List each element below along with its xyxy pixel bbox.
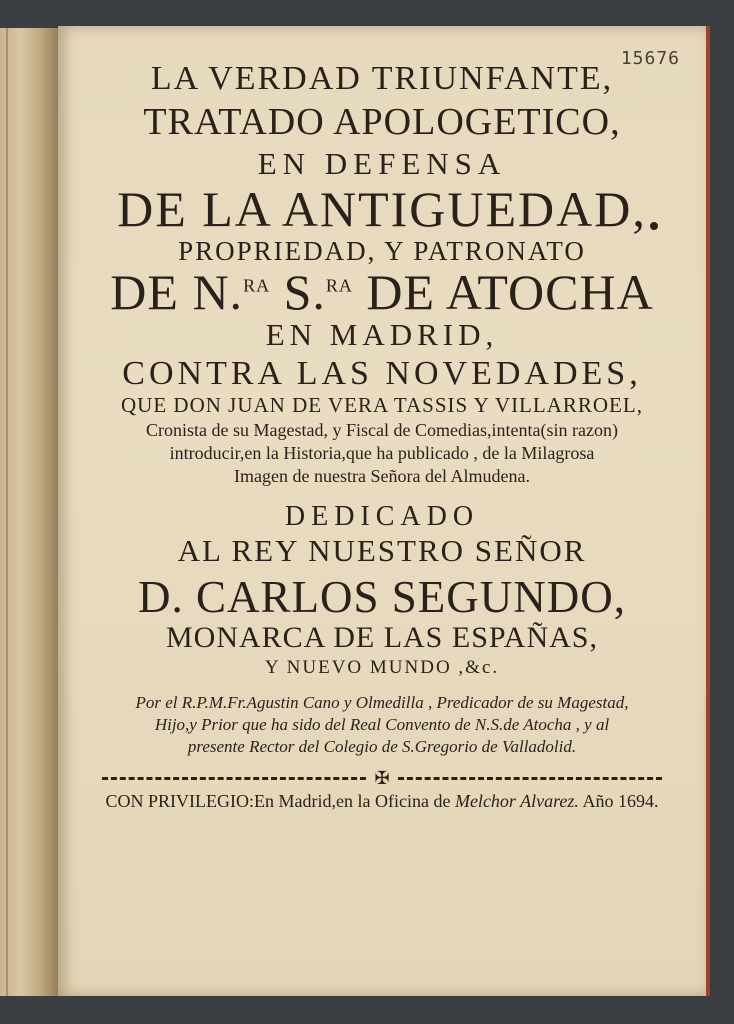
title-line-10: Cronista de su Magestad, y Fiscal de Comedias,intenta(sin razon) <box>146 420 618 440</box>
imprint-part-1: CON PRIVILEGIO:En Madrid,en la Oficina de <box>105 791 455 811</box>
imprint-part-2: Año 1694. <box>578 791 659 811</box>
title-line-11: introducir,en la Historia,que ha publicado , de la Milagrosa <box>169 443 595 463</box>
author-line-3: presente Rector del Colegio de S.Gregorio de Valladolid. <box>187 737 577 756</box>
ornamental-rule <box>102 769 662 787</box>
line6-pre: DE N. <box>110 264 244 320</box>
line6-mid: S. <box>270 264 326 320</box>
rule-right <box>398 777 662 780</box>
title-line-12: Imagen de nuestra Señora del Almudena. <box>234 466 530 486</box>
dedication-line-4: MONARCA DE LAS ESPAÑAS, <box>166 621 598 654</box>
title-line-8: CONTRA LAS NOVEDADES, <box>122 355 642 392</box>
dedication-line-5: Y NUEVO MUNDO ,&c. <box>264 657 500 678</box>
title-line-2: TRATADO APOLOGETICO, <box>143 101 621 143</box>
book-spine-edge <box>0 28 61 996</box>
dedication-line-3: D. CARLOS SEGUNDO, <box>137 572 627 622</box>
title-line-7: EN MADRID, <box>265 317 499 352</box>
line6-sup2: RA <box>325 275 353 296</box>
line6-sup1: RA <box>243 275 271 296</box>
title-line-1: LA VERDAD TRIUNFANTE, <box>150 60 614 97</box>
title-line-5: PROPRIEDAD, Y PATRONATO <box>178 236 586 266</box>
cross-ornament-icon: ✠ <box>374 768 390 788</box>
title-line-3: EN DEFENSA <box>257 146 507 181</box>
line6-post: DE ATOCHA <box>352 264 654 320</box>
catalog-number: 15676 <box>620 48 680 69</box>
title-line-9: QUE DON JUAN DE VERA TASSIS Y VILLARROEL, <box>121 393 643 417</box>
imprint-printer: Melchor Alvarez. <box>454 791 579 811</box>
dedication-line-1: DEDICADO <box>284 501 480 532</box>
imprint-line <box>58 791 706 812</box>
author-line-2: Hijo,y Prior que ha sido del Real Convento de N.S.de Atocha , y al <box>154 715 610 734</box>
title-line-4: DE LA ANTIGUEDAD, <box>117 181 647 237</box>
title-line-6 <box>58 263 706 321</box>
title-page <box>58 26 710 996</box>
title-text-block <box>58 56 706 812</box>
rule-left <box>102 777 366 780</box>
author-line-1: Por el R.P.M.Fr.Agustin Cano y Olmedilla , Predicador de su Magestad, <box>135 693 629 712</box>
dedication-line-2: AL REY NUESTRO SEÑOR <box>177 533 587 568</box>
